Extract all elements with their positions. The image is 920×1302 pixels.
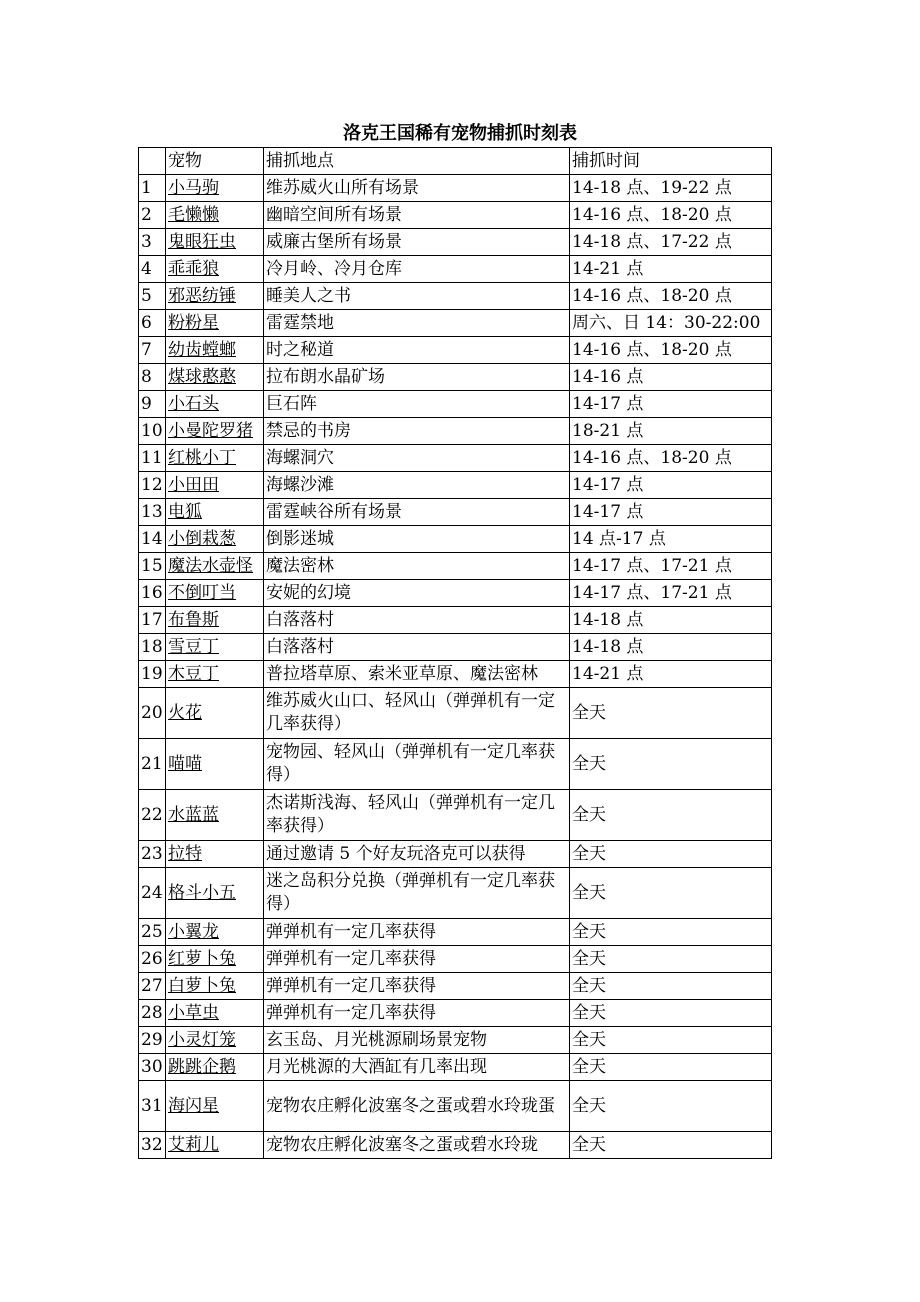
- pet-name-link-container: [166, 1132, 264, 1159]
- header-time: 捕抓时间: [570, 148, 772, 175]
- location-cell-container: [264, 607, 570, 634]
- table-row: [139, 661, 772, 688]
- pet-name-link[interactable]: 小田田: [168, 474, 219, 495]
- location-cell: 维苏威火山口、轻风山（弹弹机有一定几率获得）: [266, 691, 555, 734]
- pet-name-link-container: [166, 607, 264, 634]
- location-cell-container: [264, 1000, 570, 1027]
- time-cell: 全天: [572, 921, 606, 942]
- pet-name-link[interactable]: 小翼龙: [168, 921, 219, 942]
- time-cell: 全天: [572, 1056, 606, 1077]
- time-cell: 全天: [572, 1134, 606, 1155]
- table-row: [139, 1054, 772, 1081]
- row-number-cell: 18: [141, 636, 163, 657]
- location-cell: 弹弹机有一定几率获得: [266, 948, 436, 969]
- time-cell: 全天: [572, 882, 606, 903]
- location-cell: 杰诺斯浅海、轻风山（弹弹机有一定几率获得）: [266, 793, 555, 836]
- time-cell-container: [570, 418, 772, 445]
- table-row: [139, 526, 772, 553]
- row-number-cell: 32: [141, 1134, 163, 1155]
- time-cell-container: [570, 202, 772, 229]
- row-number-cell-container: [139, 499, 166, 526]
- pet-name-link-container: [166, 229, 264, 256]
- table-row: [139, 919, 772, 946]
- row-number-cell-container: [139, 688, 166, 739]
- location-cell: 弹弹机有一定几率获得: [266, 921, 436, 942]
- table-row: [139, 607, 772, 634]
- pet-name-link-container: [166, 364, 264, 391]
- location-cell: 宠物农庄孵化波塞冬之蛋或碧水玲珑: [266, 1134, 538, 1155]
- row-number-cell: 16: [141, 582, 163, 603]
- pet-name-link[interactable]: 小曼陀罗猪: [168, 420, 253, 441]
- table-row: [139, 229, 772, 256]
- pet-name-link-container: [166, 580, 264, 607]
- pet-name-link-container: [166, 202, 264, 229]
- row-number-cell-container: [139, 1027, 166, 1054]
- row-number-cell-container: [139, 310, 166, 337]
- row-number-cell-container: [139, 229, 166, 256]
- row-number-cell: 7: [141, 339, 152, 360]
- pet-name-link[interactable]: 邪恶纺锤: [168, 285, 236, 306]
- time-cell-container: [570, 445, 772, 472]
- table-row: [139, 973, 772, 1000]
- time-cell: 14-17 点: [572, 501, 644, 522]
- row-number-cell-container: [139, 790, 166, 841]
- table-row: [139, 553, 772, 580]
- time-cell-container: [570, 739, 772, 790]
- time-cell-container: [570, 256, 772, 283]
- pet-name-link[interactable]: 喵喵: [168, 753, 202, 774]
- pet-name-link-container: [166, 919, 264, 946]
- time-cell-container: [570, 175, 772, 202]
- location-cell-container: [264, 868, 570, 919]
- pet-name-link[interactable]: 水蓝蓝: [168, 804, 219, 825]
- time-cell: 14-16 点、18-20 点: [572, 285, 732, 306]
- time-cell-container: [570, 607, 772, 634]
- pet-name-link[interactable]: 乖乖狼: [168, 258, 219, 279]
- table-row: [139, 1132, 772, 1159]
- row-number-cell-container: [139, 526, 166, 553]
- row-number-cell-container: [139, 739, 166, 790]
- time-cell-container: [570, 499, 772, 526]
- row-number-cell-container: [139, 256, 166, 283]
- pet-name-link[interactable]: 不倒叮当: [168, 582, 236, 603]
- pet-name-link-container: [166, 310, 264, 337]
- pet-name-link[interactable]: 小倒栽葱: [168, 528, 236, 549]
- time-cell: 14 点-17 点: [572, 528, 666, 549]
- time-cell: 14-17 点: [572, 474, 644, 495]
- row-number-cell: 11: [141, 447, 163, 468]
- location-cell-container: [264, 445, 570, 472]
- pet-name-link[interactable]: 魔法水壶怪: [168, 555, 253, 576]
- pet-name-link[interactable]: 毛懒懒: [168, 204, 219, 225]
- time-cell: 14-17 点、17-21 点: [572, 582, 732, 603]
- table-row: [139, 175, 772, 202]
- pet-name-link[interactable]: 小草虫: [168, 1002, 219, 1023]
- pet-name-link-container: [166, 790, 264, 841]
- location-cell: 幽暗空间所有场景: [266, 204, 402, 225]
- table-row: [139, 790, 772, 841]
- time-cell-container: [570, 337, 772, 364]
- location-cell-container: [264, 391, 570, 418]
- location-cell-container: [264, 472, 570, 499]
- table-row: [139, 364, 772, 391]
- table-row: [139, 202, 772, 229]
- row-number-cell: 6: [141, 312, 152, 333]
- time-cell: 14-21 点: [572, 258, 644, 279]
- row-number-cell: 22: [141, 804, 163, 825]
- table-row: [139, 310, 772, 337]
- table-row: [139, 337, 772, 364]
- location-cell: 白落落村: [266, 636, 334, 657]
- row-number-cell-container: [139, 283, 166, 310]
- row-number-cell-container: [139, 553, 166, 580]
- row-number-cell: 1: [141, 177, 152, 198]
- pet-name-link[interactable]: 煤球憨憨: [168, 366, 236, 387]
- row-number-cell: 4: [141, 258, 152, 279]
- row-number-cell-container: [139, 175, 166, 202]
- table-row: [139, 634, 772, 661]
- time-cell-container: [570, 1081, 772, 1132]
- pet-name-link[interactable]: 小灵灯笼: [168, 1029, 236, 1050]
- pet-name-link[interactable]: 跳跳企鹅: [168, 1056, 236, 1077]
- time-cell: 全天: [572, 1002, 606, 1023]
- row-number-cell: 17: [141, 609, 163, 630]
- pet-name-link-container: [166, 688, 264, 739]
- row-number-cell-container: [139, 364, 166, 391]
- time-cell: 14-17 点: [572, 393, 644, 414]
- time-cell-container: [570, 1132, 772, 1159]
- time-cell: 周六、日 14：30-22:00: [572, 312, 761, 333]
- location-cell-container: [264, 229, 570, 256]
- location-cell: 雷霆峡谷所有场景: [266, 501, 402, 522]
- location-cell: 雷霆禁地: [266, 312, 334, 333]
- pet-name-link[interactable]: 红桃小丁: [168, 447, 236, 468]
- time-cell: 14-16 点、18-20 点: [572, 339, 732, 360]
- pet-name-link[interactable]: 火花: [168, 702, 202, 723]
- location-cell: 巨石阵: [266, 393, 317, 414]
- pet-name-link[interactable]: 小马驹: [168, 177, 219, 198]
- row-number-cell-container: [139, 580, 166, 607]
- pet-name-link-container: [166, 1027, 264, 1054]
- pet-name-link-container: [166, 418, 264, 445]
- row-number-cell-container: [139, 337, 166, 364]
- time-cell-container: [570, 634, 772, 661]
- pet-name-link-container: [166, 634, 264, 661]
- table-row: [139, 391, 772, 418]
- location-cell: 弹弹机有一定几率获得: [266, 975, 436, 996]
- location-cell-container: [264, 946, 570, 973]
- row-number-cell: 23: [141, 843, 163, 864]
- location-cell: 玄玉岛、月光桃源刷场景宠物: [266, 1029, 487, 1050]
- time-cell: 14-18 点: [572, 609, 644, 630]
- location-cell-container: [264, 1054, 570, 1081]
- row-number-cell-container: [139, 391, 166, 418]
- time-cell: 全天: [572, 804, 606, 825]
- rare-pet-schedule-table: [138, 147, 772, 1159]
- time-cell: 14-18 点: [572, 636, 644, 657]
- row-number-cell: 8: [141, 366, 152, 387]
- table-row: [139, 472, 772, 499]
- time-cell-container: [570, 688, 772, 739]
- row-number-cell: 24: [141, 882, 163, 903]
- location-cell: 禁忌的书房: [266, 420, 351, 441]
- row-number-cell-container: [139, 418, 166, 445]
- table-row: [139, 580, 772, 607]
- time-cell: 14-16 点: [572, 366, 644, 387]
- table-row: [139, 841, 772, 868]
- header-number: [139, 148, 166, 175]
- header-row: [139, 148, 772, 175]
- time-cell-container: [570, 919, 772, 946]
- location-cell-container: [264, 580, 570, 607]
- row-number-cell-container: [139, 472, 166, 499]
- time-cell-container: [570, 229, 772, 256]
- row-number-cell: 27: [141, 975, 163, 996]
- pet-name-link[interactable]: 拉特: [168, 843, 202, 864]
- pet-name-link-container: [166, 175, 264, 202]
- time-cell: 14-21 点: [572, 663, 644, 684]
- location-cell-container: [264, 973, 570, 1000]
- row-number-cell: 5: [141, 285, 152, 306]
- pet-name-link-container: [166, 283, 264, 310]
- pet-name-link-container: [166, 1081, 264, 1132]
- row-number-cell: 28: [141, 1002, 163, 1023]
- location-cell-container: [264, 553, 570, 580]
- row-number-cell: 9: [141, 393, 152, 414]
- row-number-cell: 3: [141, 231, 152, 252]
- row-number-cell-container: [139, 868, 166, 919]
- location-cell-container: [264, 310, 570, 337]
- pet-name-link[interactable]: 红萝卜兔: [168, 948, 236, 969]
- pet-name-link-container: [166, 472, 264, 499]
- time-cell: 全天: [572, 843, 606, 864]
- row-number-cell: 25: [141, 921, 163, 942]
- pet-name-link-container: [166, 526, 264, 553]
- row-number-cell-container: [139, 841, 166, 868]
- location-cell: 时之秘道: [266, 339, 334, 360]
- time-cell: 14-16 点、18-20 点: [572, 447, 732, 468]
- table-row: [139, 256, 772, 283]
- table-row: [139, 1081, 772, 1132]
- location-cell: 弹弹机有一定几率获得: [266, 1002, 436, 1023]
- location-cell: 月光桃源的大酒缸有几率出现: [266, 1056, 487, 1077]
- time-cell-container: [570, 790, 772, 841]
- location-cell-container: [264, 1081, 570, 1132]
- pet-name-link-container: [166, 841, 264, 868]
- row-number-cell-container: [139, 919, 166, 946]
- table-row: [139, 688, 772, 739]
- location-cell-container: [264, 256, 570, 283]
- pet-name-link-container: [166, 337, 264, 364]
- pet-name-link[interactable]: 电狐: [168, 501, 202, 522]
- row-number-cell-container: [139, 946, 166, 973]
- time-cell-container: [570, 973, 772, 1000]
- location-cell-container: [264, 283, 570, 310]
- time-cell-container: [570, 580, 772, 607]
- header-location: 捕抓地点: [264, 148, 570, 175]
- pet-name-link-container: [166, 868, 264, 919]
- location-cell-container: [264, 499, 570, 526]
- table-row: [139, 1000, 772, 1027]
- location-cell: 白落落村: [266, 609, 334, 630]
- row-number-cell: 14: [141, 528, 163, 549]
- pet-name-link[interactable]: 雪豆丁: [168, 636, 219, 657]
- pet-name-link-container: [166, 499, 264, 526]
- row-number-cell: 2: [141, 204, 152, 225]
- row-number-cell: 30: [141, 1056, 163, 1077]
- pet-name-link-container: [166, 1054, 264, 1081]
- time-cell: 14-18 点、17-22 点: [572, 231, 732, 252]
- location-cell: 拉布朗水晶矿场: [266, 366, 385, 387]
- time-cell: 14-16 点、18-20 点: [572, 204, 732, 225]
- location-cell-container: [264, 790, 570, 841]
- time-cell: 全天: [572, 975, 606, 996]
- row-number-cell: 29: [141, 1029, 163, 1050]
- location-cell: 安妮的幻境: [266, 582, 351, 603]
- time-cell-container: [570, 1054, 772, 1081]
- location-cell: 海螺洞穴: [266, 447, 334, 468]
- location-cell: 宠物园、轻风山（弹弹机有一定几率获得）: [266, 742, 555, 785]
- pet-name-link[interactable]: 艾莉儿: [168, 1134, 219, 1155]
- location-cell: 魔法密林: [266, 555, 334, 576]
- time-cell-container: [570, 310, 772, 337]
- location-cell-container: [264, 739, 570, 790]
- row-number-cell: 31: [141, 1095, 163, 1116]
- location-cell-container: [264, 688, 570, 739]
- time-cell-container: [570, 868, 772, 919]
- row-number-cell: 21: [141, 753, 163, 774]
- location-cell-container: [264, 418, 570, 445]
- pet-name-link[interactable]: 布鲁斯: [168, 609, 219, 630]
- location-cell: 通过邀请 5 个好友玩洛克可以获得: [266, 843, 526, 864]
- time-cell-container: [570, 841, 772, 868]
- location-cell: 睡美人之书: [266, 285, 351, 306]
- location-cell: 海螺沙滩: [266, 474, 334, 495]
- pet-name-link-container: [166, 391, 264, 418]
- time-cell-container: [570, 946, 772, 973]
- location-cell: 迷之岛积分兑换（弹弹机有一定几率获得）: [266, 871, 555, 914]
- time-cell: 全天: [572, 702, 606, 723]
- location-cell: 普拉塔草原、索米亚草原、魔法密林: [266, 663, 538, 684]
- location-cell: 倒影迷城: [266, 528, 334, 549]
- pet-name-link-container: [166, 661, 264, 688]
- location-cell: 宠物农庄孵化波塞冬之蛋或碧水玲珑蛋: [266, 1095, 555, 1116]
- time-cell: 14-17 点、17-21 点: [572, 555, 732, 576]
- row-number-cell-container: [139, 973, 166, 1000]
- table-row: [139, 418, 772, 445]
- table-row: [139, 283, 772, 310]
- pet-name-link[interactable]: 格斗小五: [168, 882, 236, 903]
- time-cell: 14-18 点、19-22 点: [572, 177, 732, 198]
- location-cell-container: [264, 202, 570, 229]
- row-number-cell-container: [139, 1054, 166, 1081]
- row-number-cell-container: [139, 1081, 166, 1132]
- row-number-cell: 13: [141, 501, 163, 522]
- row-number-cell: 19: [141, 663, 163, 684]
- pet-name-link-container: [166, 445, 264, 472]
- row-number-cell: 10: [141, 420, 163, 441]
- location-cell-container: [264, 661, 570, 688]
- pet-name-link[interactable]: 幼齿螳螂: [168, 339, 236, 360]
- table-row: [139, 868, 772, 919]
- location-cell: 威廉古堡所有场景: [266, 231, 402, 252]
- time-cell: 全天: [572, 948, 606, 969]
- pet-name-link-container: [166, 553, 264, 580]
- location-cell-container: [264, 1132, 570, 1159]
- row-number-cell-container: [139, 607, 166, 634]
- time-cell-container: [570, 391, 772, 418]
- pet-name-link-container: [166, 946, 264, 973]
- pet-name-link-container: [166, 973, 264, 1000]
- time-cell: 18-21 点: [572, 420, 644, 441]
- location-cell: 维苏威火山所有场景: [266, 177, 419, 198]
- time-cell-container: [570, 526, 772, 553]
- page-title: 洛克王国稀有宠物捕抓时刻表: [343, 123, 577, 144]
- time-cell: 全天: [572, 1095, 606, 1116]
- row-number-cell-container: [139, 202, 166, 229]
- pet-name-link[interactable]: 海闪星: [168, 1095, 219, 1116]
- time-cell-container: [570, 364, 772, 391]
- row-number-cell: 26: [141, 948, 163, 969]
- pet-name-link[interactable]: 鬼眼狂虫: [168, 231, 236, 252]
- time-cell: 全天: [572, 753, 606, 774]
- table-row: [139, 499, 772, 526]
- header-pet: 宠物: [166, 148, 264, 175]
- location-cell-container: [264, 337, 570, 364]
- location-cell-container: [264, 526, 570, 553]
- pet-name-link[interactable]: 小石头: [168, 393, 219, 414]
- time-cell-container: [570, 1000, 772, 1027]
- pet-name-link[interactable]: 木豆丁: [168, 663, 219, 684]
- table-row: [139, 1027, 772, 1054]
- pet-name-link-container: [166, 739, 264, 790]
- location-cell-container: [264, 634, 570, 661]
- time-cell: 全天: [572, 1029, 606, 1050]
- row-number-cell-container: [139, 1132, 166, 1159]
- row-number-cell-container: [139, 1000, 166, 1027]
- pet-name-link-container: [166, 256, 264, 283]
- location-cell: 冷月岭、冷月仓库: [266, 258, 402, 279]
- table-row: [139, 946, 772, 973]
- table-body: [139, 175, 772, 1159]
- location-cell-container: [264, 1027, 570, 1054]
- row-number-cell-container: [139, 445, 166, 472]
- row-number-cell: 12: [141, 474, 163, 495]
- row-number-cell: 15: [141, 555, 163, 576]
- table-row: [139, 739, 772, 790]
- location-cell-container: [264, 175, 570, 202]
- row-number-cell-container: [139, 661, 166, 688]
- pet-name-link[interactable]: 粉粉星: [168, 312, 219, 333]
- pet-name-link-container: [166, 1000, 264, 1027]
- location-cell-container: [264, 841, 570, 868]
- time-cell-container: [570, 283, 772, 310]
- time-cell-container: [570, 472, 772, 499]
- time-cell-container: [570, 553, 772, 580]
- location-cell-container: [264, 919, 570, 946]
- time-cell-container: [570, 661, 772, 688]
- pet-name-link[interactable]: 白萝卜兔: [168, 975, 236, 996]
- row-number-cell-container: [139, 634, 166, 661]
- time-cell-container: [570, 1027, 772, 1054]
- location-cell-container: [264, 364, 570, 391]
- row-number-cell: 20: [141, 702, 163, 723]
- table-row: [139, 445, 772, 472]
